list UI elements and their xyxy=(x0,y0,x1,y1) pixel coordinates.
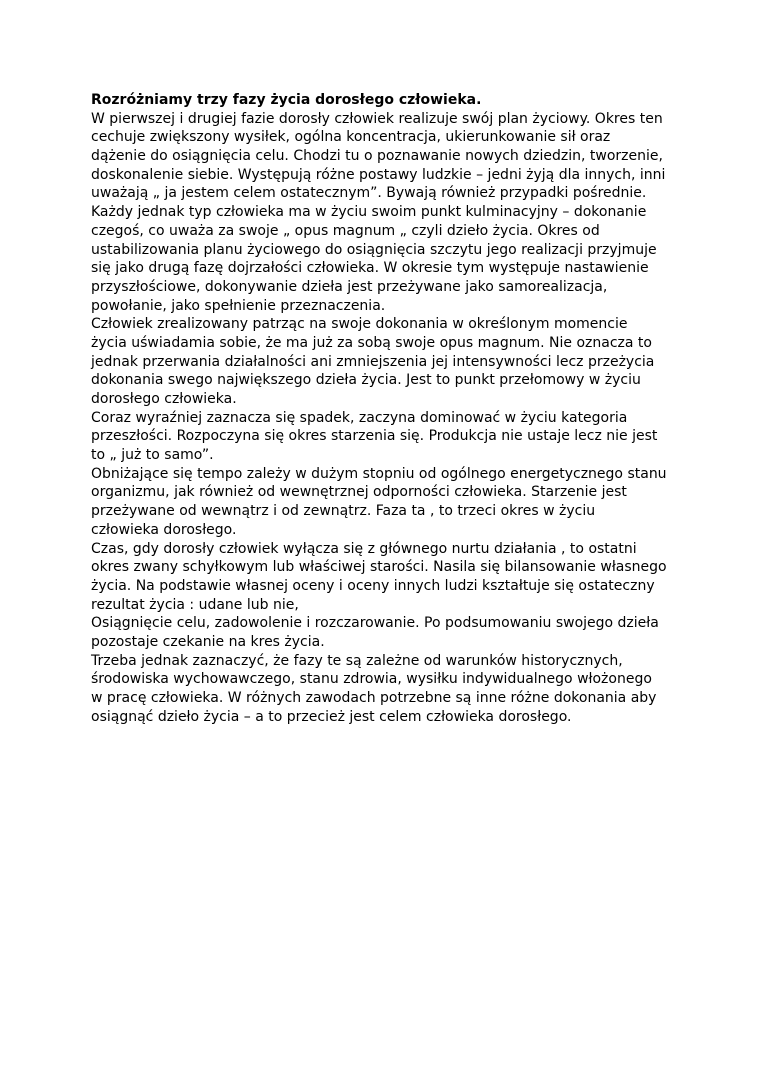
text-line: środowiska wychowawczego, stanu zdrowia, wysiłku indywidualnego włożonego xyxy=(91,671,652,688)
text-line: organizmu, jak również od wewnętrznej odporności człowieka. Starzenie jest xyxy=(91,484,627,501)
text-line: Czas, gdy dorosły człowiek wyłącza się z głównego nurtu działania , to ostatni xyxy=(91,540,637,557)
text-line: osiągnąć dzieło życia – a to przecież jest celem człowieka dorosłego. xyxy=(91,708,572,725)
text-line: w pracę człowieka. W różnych zawodach potrzebne są inne różne dokonania aby xyxy=(91,690,657,706)
text-line: przeżywane od wewnątrz i od zewnątrz. Faza ta , to trzeci okres w życiu xyxy=(91,503,596,520)
text-line: Człowiek zrealizowany patrząc na swoje dokonania w określonym momencie xyxy=(91,316,628,333)
text-line: okres zwany schyłkowym lub właściwej starości. Nasila się bilansowanie własnego xyxy=(91,559,667,576)
text-line: rezultat życia : udane lub nie, xyxy=(91,596,299,613)
text-line: W pierwszej i drugiej fazie dorosły człowiek realizuje swój plan życiowy. Okres ten xyxy=(91,110,663,127)
text-line: czegoś, co uważa za swoje „ opus magnum „ czyli dzieło życia. Okres od xyxy=(91,222,600,239)
text-line: dokonania swego największego dzieła życia. Jest to punkt przełomowy w życiu xyxy=(91,372,641,389)
text-line: życia. Na podstawie własnej oceny i oceny innych ludzi kształtuje się ostateczny xyxy=(91,577,655,594)
text-line: cechuje zwiększony wysiłek, ogólna koncentracja, ukierunkowanie sił oraz xyxy=(91,129,611,146)
text-line: pozostaje czekanie na kres życia. xyxy=(91,633,325,650)
text-line: życia uświadamia sobie, że ma już za sobą swoje opus magnum. Nie oznacza to xyxy=(91,334,652,351)
text-line: powołanie, jako spełnienie przeznaczenia. xyxy=(91,297,386,314)
text-line: Każdy jednak typ człowieka ma w życiu swoim punkt kulminacyjny – dokonanie xyxy=(91,204,647,221)
text-line: to „ już to samo”. xyxy=(91,447,214,464)
text-line: doskonalenie siebie. Występują różne postawy ludzkie – jedni żyją dla innych, inni xyxy=(91,166,666,183)
text-line: Coraz wyraźniej zaznacza się spadek, zaczyna dominować w życiu kategoria xyxy=(91,409,628,426)
document-title: Rozróżniamy trzy fazy życia dorosłego człowieka. xyxy=(91,92,482,108)
text-line: się jako drugą fazę dojrzałości człowieka. W okresie tym występuje nastawienie xyxy=(91,260,649,277)
text-line: Osiągnięcie celu, zadowolenie i rozczarowanie. Po podsumowaniu swojego dzieła xyxy=(91,615,659,632)
text-line: ustabilizowania planu życiowego do osiągnięcia szczytu jego realizacji przyjmuje xyxy=(91,241,657,258)
text-line: dążenie do osiągnięcia celu. Chodzi tu o poznawanie nowych dziedzin, tworzenie, xyxy=(91,148,663,165)
text-line: człowieka dorosłego. xyxy=(91,521,237,538)
text-line: dorosłego człowieka. xyxy=(91,391,237,407)
text-line: jednak przerwania działalności ani zmniejszenia jej intensywności lecz przeżycia xyxy=(91,353,655,370)
text-line: przeszłości. Rozpoczyna się okres starzenia się. Produkcja nie ustaje lecz nie jest xyxy=(91,428,658,445)
text-line: uważają „ ja jestem celem ostatecznym”. Bywają również przypadki pośrednie. xyxy=(91,185,647,202)
text-line: Obniżające się tempo zależy w dużym stopniu od ogólnego energetycznego stanu xyxy=(91,465,667,482)
text-line: Trzeba jednak zaznaczyć, że fazy te są zależne od warunków historycznych, xyxy=(91,652,623,669)
document-body xyxy=(91,91,681,726)
text-line: przyszłościowe, dokonywanie dzieła jest przeżywane jako samorealizacja, xyxy=(91,278,608,295)
